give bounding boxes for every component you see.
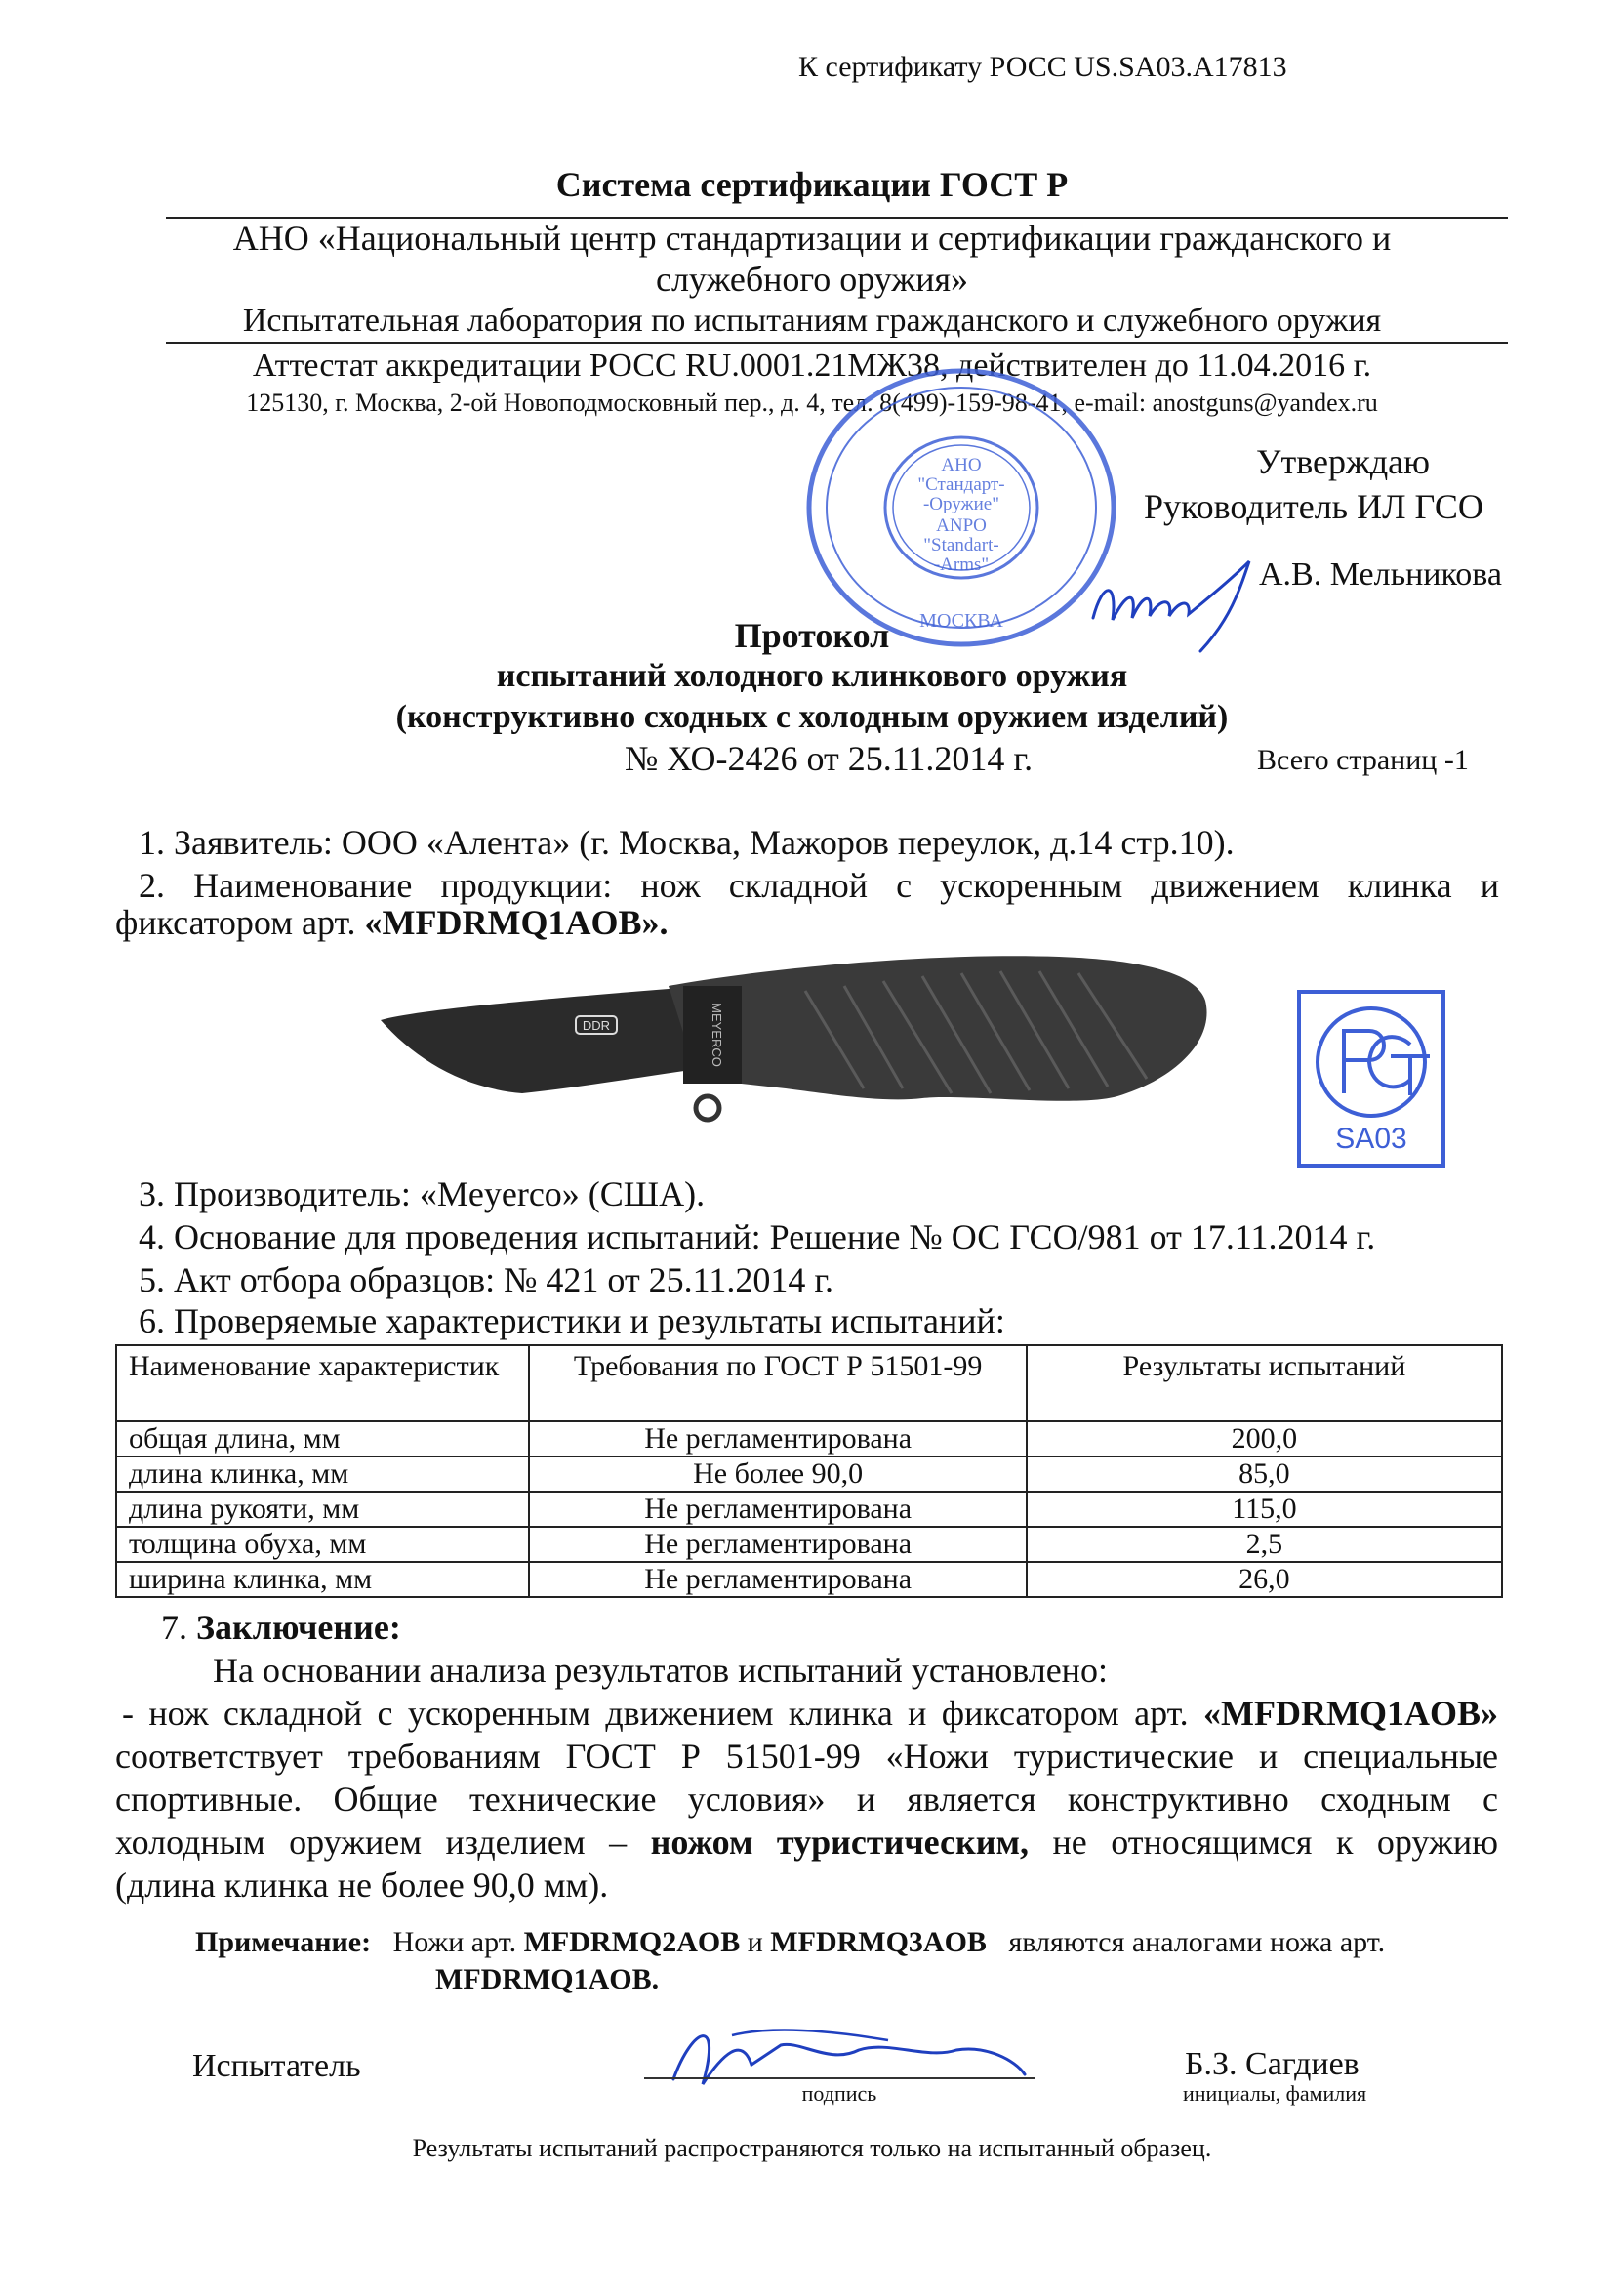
conclusion-title: Заключение:: [196, 1608, 401, 1647]
table-cell: Не регламентирована: [529, 1492, 1026, 1527]
protocol-subtitle: испытаний холодного клинкового оружия: [496, 658, 1128, 694]
column-header: Результаты испытаний: [1027, 1345, 1502, 1421]
tester-label: Испытатель: [192, 2048, 361, 2084]
results-table: [115, 1344, 1503, 1598]
note-text: являются аналогами ножа арт.: [1008, 1926, 1386, 1958]
approve-word: Утверждаю: [1256, 442, 1431, 481]
table-cell: длина клинка, мм: [116, 1456, 529, 1492]
table-cell: Не регламентирована: [529, 1421, 1026, 1456]
table-cell: толщина обуха, мм: [116, 1527, 529, 1562]
seal-line: "Standart-: [923, 535, 999, 555]
table-cell: Не регламентирована: [529, 1562, 1026, 1597]
approver-name: А.В. Мельникова: [1259, 556, 1502, 593]
column-header: Требования по ГОСТ Р 51501-99: [529, 1345, 1026, 1421]
knife-image: [376, 932, 1235, 1147]
test-basis: 4. Основание для проведения испытаний: Решение № ОС ГСО/981 от 17.11.2014 г.: [139, 1217, 1376, 1256]
note-text: и: [747, 1926, 763, 1958]
conclusion-text: - нож складной с ускоренным движением клинка и фиксатором арт.: [122, 1694, 1189, 1733]
table-cell: 200,0: [1027, 1421, 1502, 1456]
organization-seal: [800, 361, 1122, 654]
approver-position: Руководитель ИЛ ГСО: [1144, 487, 1483, 526]
page-count: Всего страниц -1: [1257, 744, 1469, 776]
column-header: Наименование характеристик: [116, 1345, 529, 1421]
table-cell: 2,5: [1027, 1527, 1502, 1562]
conclusion-line: спортивные. Общие технические условия» и является конструктивно сходным с: [115, 1780, 1498, 1819]
footer-note: Результаты испытаний распространяются только на испытанный образец.: [412, 2134, 1212, 2162]
divider: [166, 342, 1508, 344]
table-row: [116, 1527, 1502, 1562]
conclusion-line: соответствует требованиям ГОСТ Р 51501-99 «Ножи туристические и специальные: [115, 1737, 1498, 1776]
table-row: [116, 1562, 1502, 1597]
accreditation: Аттестат аккредитации РОСС RU.0001.21МЖ38, действителен до 11.04.2016 г.: [252, 348, 1372, 384]
knife-side-text: MEYERCO: [710, 1003, 724, 1067]
tester-name: Б.З. Сагдиев: [1185, 2046, 1360, 2082]
org-name-line1: АНО «Национальный центр стандартизации и сертификации гражданского и: [232, 219, 1392, 258]
conclusion-bold: ножом туристическим,: [650, 1823, 1030, 1862]
signature-line: [644, 2077, 1035, 2079]
conclusion-heading: [161, 1605, 401, 1650]
table-cell: 85,0: [1027, 1456, 1502, 1492]
conclusion-line: [122, 1691, 1498, 1736]
seal-line: -Оружие": [922, 494, 1000, 514]
table-cell: длина рукояти, мм: [116, 1492, 529, 1527]
certification-mark: [1293, 986, 1449, 1171]
note-text: Ножи арт.: [392, 1926, 517, 1958]
knife-badge-text: DDR: [582, 1018, 611, 1033]
manufacturer: 3. Производитель: «Meyerco» (США).: [139, 1174, 706, 1213]
table-cell: общая длина, мм: [116, 1421, 529, 1456]
seal-city: МОСКВА: [919, 610, 1003, 632]
table-cell: ширина клинка, мм: [116, 1562, 529, 1597]
table-row: [116, 1492, 1502, 1527]
table-header-row: [116, 1345, 1502, 1421]
conclusion-intro: На основании анализа результатов испытаний установлено:: [213, 1651, 1108, 1690]
protocol-subtitle: (конструктивно сходных с холодным оружием изделий): [395, 699, 1229, 735]
note: [195, 1923, 1499, 1962]
lab-address: 125130, г. Москва, 2-ой Новоподмосковный пер., д. 4, тел. 8(499)-159-98-41, e-mail: anostguns@yandex.ru: [246, 389, 1378, 417]
conclusion-line: (длина клинка не более 90,0 мм).: [115, 1866, 609, 1905]
table-cell: 26,0: [1027, 1562, 1502, 1597]
note-article: MFDRMQ1AOB.: [435, 1963, 660, 1995]
system-title: Система сертификации ГОСТ Р: [555, 165, 1069, 204]
product-name-prefix: фиксатором арт.: [115, 903, 356, 942]
table-cell: 115,0: [1027, 1492, 1502, 1527]
protocol-title: Протокол: [734, 616, 890, 655]
cert-mark-code: SA03: [1335, 1123, 1407, 1155]
certificate-reference: К сертификату РОСС US.SA03.A17813: [798, 51, 1287, 83]
conclusion-text: холодным оружием изделием –: [115, 1823, 628, 1862]
table-cell: Не регламентирована: [529, 1527, 1026, 1562]
note-label: Примечание:: [195, 1926, 372, 1958]
conclusion-line: [115, 1820, 1498, 1865]
protocol-number: № ХО-2426 от 25.11.2014 г.: [625, 739, 1034, 778]
product-name: 2. Наименование продукции: нож складной с ускоренным движением клинка и: [139, 866, 1499, 905]
table-cell: Не более 90,0: [529, 1456, 1026, 1492]
lab-name: Испытательная лаборатория по испытаниям гражданского и служебного оружия: [242, 303, 1382, 339]
org-name-line2: служебного оружия»: [655, 260, 969, 299]
name-caption: инициалы, фамилия: [1183, 2081, 1367, 2106]
applicant: 1. Заявитель: ООО «Алента» (г. Москва, Мажоров переулок, д.14 стр.10).: [139, 823, 1235, 862]
seal-line: АНО: [941, 455, 982, 475]
seal-line: -Arms": [933, 554, 990, 575]
note-article: MFDRMQ3AOB: [770, 1926, 987, 1958]
characteristics-heading: 6. Проверяемые характеристики и результаты испытаний:: [139, 1301, 1005, 1340]
seal-line: "Стандарт-: [917, 474, 1005, 495]
note-article: MFDRMQ2AOB: [523, 1926, 741, 1958]
conclusion-text: не относящимся к оружию: [1052, 1823, 1498, 1862]
sampling-act: 5. Акт отбора образцов: № 421 от 25.11.2014 г.: [139, 1260, 834, 1299]
signature-caption: подпись: [801, 2081, 877, 2106]
table-row: [116, 1456, 1502, 1492]
conclusion-number: 7.: [161, 1608, 187, 1647]
table-row: [116, 1421, 1502, 1456]
seal-line: ANPO: [936, 515, 987, 536]
conclusion-article: «MFDRMQ1AOB»: [1203, 1694, 1499, 1733]
product-article: «MFDRMQ1AOB».: [364, 903, 669, 942]
